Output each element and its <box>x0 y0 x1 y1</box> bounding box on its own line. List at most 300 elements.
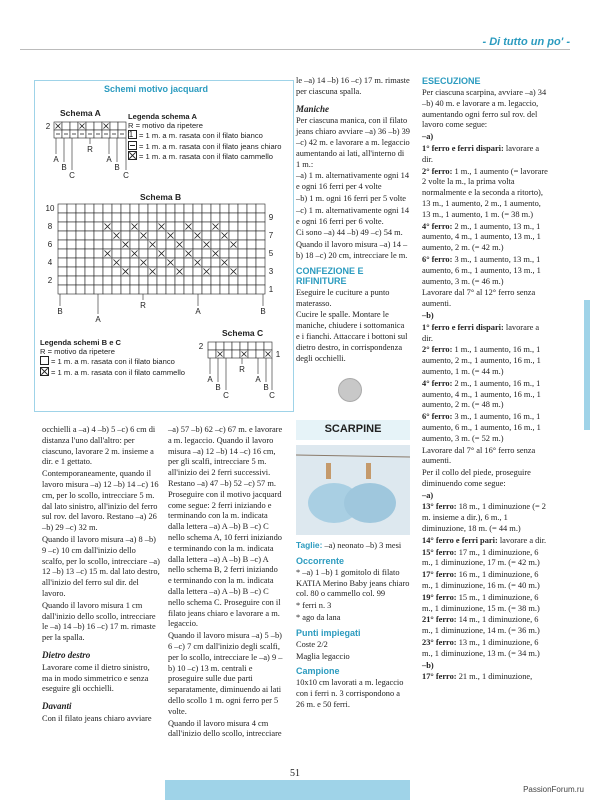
chart-cell <box>229 222 238 231</box>
chart-cell <box>112 285 121 294</box>
section-title-confezione: CONFEZIONE E RIFINITURE <box>296 265 364 286</box>
chart-cell <box>238 213 247 222</box>
paragraph: Per ciascuna manica, con il filato jeans chiaro avviare –a) 36 –b) 39 –c) 42 m. e lavorare a m. legaccio aumentando ai lati, all'interno di 1 m.: <box>296 116 410 169</box>
column-label: B <box>114 163 120 172</box>
chart-cell <box>238 276 247 285</box>
row-instruction: 23° ferro: 13 m., 1 diminuzione, 6 m., 1 diminuzione, 13 m. (= 34 m.) <box>422 638 540 658</box>
legend-bc-title: Legenda schemi B e C <box>40 338 122 347</box>
chart-cell <box>103 258 112 267</box>
chart-cell <box>85 213 94 222</box>
chart-cell <box>166 240 175 249</box>
chart-cell <box>238 258 247 267</box>
chart-cell <box>211 267 220 276</box>
chart-cell <box>67 285 76 294</box>
chart-cell <box>193 249 202 258</box>
chart-cell <box>256 204 265 213</box>
row-label: 2 <box>198 342 204 351</box>
chart-cell <box>166 222 175 231</box>
chart-cell <box>238 249 247 258</box>
chart-cell <box>112 204 121 213</box>
chart-cell <box>139 222 148 231</box>
chart-cell <box>229 213 238 222</box>
chart-cell <box>220 267 229 276</box>
chart-cell <box>202 249 211 258</box>
chart-cell <box>76 204 85 213</box>
paragraph: occhielli a –a) 4 –b) 5 –c) 6 cm di distanza l'uno dall'altro: per ciascuno, lavorare 2 m. insieme a dir. e 1 gettato. <box>42 425 156 467</box>
column-label: A <box>53 155 59 164</box>
chart-cell <box>232 350 240 358</box>
scarpine-title: SCARPINE <box>324 423 382 435</box>
chart-cell <box>166 249 175 258</box>
side-marker <box>584 300 590 430</box>
chart-cell <box>94 285 103 294</box>
paragraph: Quando il lavoro misura –a) 8 –b) 9 –c) 10 cm dall'inizio dello scalfo, per lo scollo, intrecciare –a) 12 –b) 13 –c) 15 m. dal lato destro, all'inizio del ferro sul dir. del lavoro. <box>42 534 160 598</box>
paragraph: Quando il lavoro misura 4 cm dall'inizio dello scollo, intrecciare <box>168 718 282 739</box>
column-label: C <box>269 391 275 400</box>
schema-c-chart <box>196 338 286 402</box>
chart-cell <box>76 222 85 231</box>
booties-image-icon <box>296 445 410 535</box>
list-item: * ferri n. 3 <box>296 601 332 611</box>
row-instruction: 17° ferro: 16 m., 1 diminuzione, 6 m., 1 diminuzione, 16 m. (= 40 m.) <box>422 570 540 591</box>
chart-cell <box>67 231 76 240</box>
chart-cell <box>229 231 238 240</box>
chart-cell <box>175 222 184 231</box>
paragraph: Per il collo del piede, proseguire diminuendo come segue: <box>422 468 531 488</box>
paragraph: Contemporaneamente, quando il lavoro misura –a) 12 –b) 14 –c) 16 cm, per lo scollo, intrecciare 5 m. dal lato sinistro, all'inizio del ferro sul rov. del lavoro. Restano –a) 26 –b) 29 –c) 32 m. <box>42 469 159 533</box>
chart-cell <box>121 222 130 231</box>
yarn-ball-icon <box>338 378 362 402</box>
chart-cell <box>224 342 232 350</box>
chart-cell <box>247 249 256 258</box>
chart-cell <box>76 213 85 222</box>
variant-label: –a) <box>422 132 434 142</box>
chart-cell <box>238 222 247 231</box>
paragraph: 10x10 cm lavorati a m. legaccio con i ferri n. 3 corrispondono a 26 m. e 50 ferri. <box>296 678 404 709</box>
row-instruction: 2° ferro: 1 m., 1 aumento, 16 m., 1 aumento, 2 m., 1 aumento, 16 m., 1 aumento, 1 m. (= 44 m.) <box>422 345 541 376</box>
chart-cell <box>157 267 166 276</box>
column-label: A <box>255 375 261 384</box>
variant-label: –a) <box>422 490 434 500</box>
column-label: B <box>263 383 269 392</box>
chart-cell <box>247 213 256 222</box>
chart-cell <box>247 285 256 294</box>
chart-cell <box>112 267 121 276</box>
empty-square-icon <box>40 356 49 365</box>
row-instruction: 1° ferro e ferri dispari: lavorare a dir. <box>422 322 540 343</box>
chart-cell <box>229 249 238 258</box>
chart-cell <box>220 222 229 231</box>
chart-cell <box>202 222 211 231</box>
column-3 <box>296 76 410 365</box>
paragraph: Lavorare dal 7° al 16° ferro senza aumenti. <box>422 445 536 466</box>
chart-cell <box>202 213 211 222</box>
paragraph: Eseguire le cuciture a punto materasso. <box>296 287 390 308</box>
booties-photo <box>296 445 410 535</box>
chart-cell <box>94 231 103 240</box>
chart-cell <box>139 285 148 294</box>
legend-bc <box>40 338 190 377</box>
chart-cell <box>175 285 184 294</box>
chart-cell <box>112 276 121 285</box>
chart-cell <box>94 249 103 258</box>
watermark: PassionForum.ru <box>523 785 584 794</box>
chart-cell <box>85 240 94 249</box>
chart-cell <box>112 222 121 231</box>
chart-cell <box>58 285 67 294</box>
chart-cell <box>238 267 247 276</box>
chart-cell <box>103 213 112 222</box>
column-label: C <box>223 391 229 400</box>
chart-cell <box>166 204 175 213</box>
chart-cell <box>103 276 112 285</box>
chart-cell <box>76 249 85 258</box>
column-label: B <box>61 163 67 172</box>
chart-cell <box>220 213 229 222</box>
chart-cell <box>211 231 220 240</box>
chart-cell <box>86 122 94 130</box>
chart-cell <box>216 342 224 350</box>
chart-cell <box>112 249 121 258</box>
schema-a-title: Schema A <box>60 108 101 118</box>
chart-cell <box>256 240 265 249</box>
chart-cell <box>247 276 256 285</box>
schema-b-title: Schema B <box>140 192 182 202</box>
chart-cell <box>264 342 272 350</box>
chart-cell <box>58 231 67 240</box>
dash-square-icon <box>128 141 137 150</box>
row-label: 10 <box>45 204 55 213</box>
row-label: 2 <box>47 276 53 285</box>
chart-cell <box>184 231 193 240</box>
taglie-line: Taglie: –a) neonato –b) 3 mesi <box>296 540 402 550</box>
chart-cell <box>94 213 103 222</box>
chart-cell <box>139 213 148 222</box>
empty-square-icon <box>128 130 137 139</box>
chart-cell <box>121 258 130 267</box>
charts-box-title: Schemi motivo jacquard <box>104 84 209 94</box>
chart-cell <box>85 276 94 285</box>
chart-cell <box>139 240 148 249</box>
bottom-knit-strip <box>165 780 410 800</box>
chart-cell <box>220 240 229 249</box>
chart-cell <box>94 222 103 231</box>
chart-cell <box>211 276 220 285</box>
line: –c) 1 m. alternativamente ogni 14 e ogni 16 ferri per 6 volte. <box>296 205 410 226</box>
chart-cell <box>130 267 139 276</box>
list-item: Maglia legaccio <box>296 651 350 661</box>
chart-cell <box>248 350 256 358</box>
chart-cell <box>247 231 256 240</box>
chart-cell <box>130 285 139 294</box>
section-title-campione: Campione <box>296 666 340 677</box>
chart-cell <box>157 258 166 267</box>
row-label: 6 <box>47 240 53 249</box>
paragraph: Lavorare come il dietro sinistro, ma in modo simmetrico e senza eseguire gli occhielli. <box>42 662 150 694</box>
column-label: R <box>87 145 93 154</box>
chart-cell <box>67 258 76 267</box>
chart-cell <box>139 249 148 258</box>
chart-cell <box>193 267 202 276</box>
column-label: A <box>207 375 213 384</box>
legend-a-item-repeat: R = motivo da ripetere <box>128 121 203 131</box>
chart-cell <box>238 240 247 249</box>
chart-cell <box>121 276 130 285</box>
chart-cell <box>58 222 67 231</box>
chart-cell <box>193 222 202 231</box>
chart-cell <box>130 258 139 267</box>
cross-square-icon <box>40 367 49 376</box>
chart-cell <box>220 276 229 285</box>
chart-cell <box>202 258 211 267</box>
column-label: A <box>195 307 201 316</box>
chart-cell <box>157 213 166 222</box>
chart-cell <box>220 285 229 294</box>
column-label: C <box>123 171 129 180</box>
section-title-dietro-destro: Dietro destro <box>42 649 91 660</box>
chart-cell <box>247 204 256 213</box>
chart-cell <box>130 240 139 249</box>
row-label: 4 <box>47 258 53 267</box>
chart-cell <box>238 285 247 294</box>
chart-cell <box>148 285 157 294</box>
chart-cell <box>166 213 175 222</box>
row-instruction: 1° ferro e ferri dispari: lavorare a dir. <box>422 143 540 164</box>
column-2 <box>168 425 283 741</box>
legend-a-item-camel: = 1 m. a m. rasata con il filato cammello <box>128 151 288 161</box>
chart-cell <box>157 276 166 285</box>
legend-bc-item-repeat: R = motivo da ripetere <box>40 347 115 357</box>
chart-cell <box>238 231 247 240</box>
chart-cell <box>103 267 112 276</box>
chart-cell <box>256 267 265 276</box>
chart-cell <box>247 240 256 249</box>
chart-cell <box>76 276 85 285</box>
paragraph: Con il filato jeans chiaro avviare <box>42 713 152 723</box>
paragraph: Cucire le spalle. Montare le maniche, chiudere i sottomanica e i fianchi. Attaccare i bottoni sul dietro destro, in corrispondenza degli occhielli. <box>296 310 408 363</box>
column-label: R <box>140 301 146 310</box>
chart-cell <box>76 231 85 240</box>
page-number: 51 <box>290 768 300 779</box>
section-title-occorrente: Occorrente <box>296 555 345 566</box>
chart-cell <box>112 240 121 249</box>
chart-cell <box>85 204 94 213</box>
list-item: * –a) 1 –b) 1 gomitolo di filato KATIA Merino Baby jeans chiaro col. 80 o cammello col. 99 <box>296 567 410 599</box>
row-instruction: 13° ferro: 18 m., 1 diminuzione (= 2 m. insieme a dir.), 6 m., 1 diminuzione, 18 m. (= 44 m.) <box>422 502 546 534</box>
chart-cell <box>193 204 202 213</box>
paragraph: Quando il lavoro misura 1 cm dall'inizio dello scollo, intrecciare le –a) 14 –b) 16 –c) 17 m. rimaste per la spalla. <box>42 600 156 643</box>
chart-cell <box>229 204 238 213</box>
chart-cell <box>85 231 94 240</box>
chart-cell <box>58 240 67 249</box>
chart-cell <box>85 285 94 294</box>
column-label: R <box>239 365 245 374</box>
chart-cell <box>184 258 193 267</box>
list-item: Coste 2/2 <box>296 639 328 649</box>
list-item: * ago da lana <box>296 612 341 622</box>
chart-cell <box>58 276 67 285</box>
chart-cell <box>184 285 193 294</box>
chart-cell <box>157 231 166 240</box>
chart-cell <box>175 249 184 258</box>
chart-cell <box>70 122 78 130</box>
row-label: 2 <box>45 122 51 131</box>
variant-label: –b) <box>422 310 434 320</box>
schema-c-title: Schema C <box>222 328 264 338</box>
chart-cell <box>157 204 166 213</box>
chart-cell <box>256 342 264 350</box>
chart-cell <box>232 342 240 350</box>
chart-cell <box>121 204 130 213</box>
chart-cell <box>220 249 229 258</box>
chart-cell <box>85 249 94 258</box>
chart-cell <box>67 204 76 213</box>
column-4 <box>422 76 550 684</box>
page-header: - Di tutto un po' - <box>482 36 570 48</box>
chart-cell <box>193 213 202 222</box>
chart-cell <box>121 285 130 294</box>
line: Ci sono –a) 44 –b) 49 –c) 54 m. <box>296 228 403 238</box>
paragraph: Per ciascuna scarpina, avviare –a) 34 –b) 40 m. e lavorare a m. legaccio, aumentando ogni ferro sul rov. del lavoro come segue: <box>422 88 547 130</box>
section-title-davanti: Davanti <box>42 701 72 712</box>
line: Quando il lavoro misura –a) 14 –b) 18 –c) 20 cm, intrecciare le m. <box>296 240 408 260</box>
row-label: 3 <box>268 267 274 276</box>
chart-cell <box>166 276 175 285</box>
row-label: 1 <box>275 350 281 359</box>
chart-cell <box>193 240 202 249</box>
column-label: C <box>69 171 75 180</box>
chart-cell <box>58 204 67 213</box>
chart-cell <box>211 213 220 222</box>
chart-cell <box>148 213 157 222</box>
chart-cell <box>208 342 216 350</box>
schema-a-chart <box>44 118 134 186</box>
chart-cell <box>110 122 118 130</box>
row-label: 1 <box>128 130 134 139</box>
chart-cell <box>211 204 220 213</box>
paragraph: –a) 57 –b) 62 –c) 67 m. e lavorare a m. legaccio. Quando il lavoro misura –a) 12 –b) 14 –c) 16 cm, per gli scalfi, intrecciare 5 m. all'inizio dei 2 ferri successivi. Restano –a) 47 –b) 52 –c) 57 m. Proseguire con il motivo jacquard come segue: 2 ferri iniziando e terminando con la m. indicata dalla lettera –a) A –b) B –c) C nello schema A, 10 ferri iniziando e terminando con la m. indicata dalla lettera –a) A –b) B –c) A nello schema B, 2 ferri iniziando e terminando con la m. indicata dalla lettera –a) A –b) B –c) C nello schema C. Proseguire con il filato jeans chiaro e lavorare a m. legaccio. <box>168 425 283 629</box>
row-instruction: 4° ferro: 2 m., 1 aumento, 16 m., 1 aumento, 4 m., 1 aumento, 16 m., 1 aumento, 2 m. (= 48 m.) <box>422 378 541 410</box>
column-label: A <box>106 155 112 164</box>
chart-cell <box>211 240 220 249</box>
chart-cell <box>175 213 184 222</box>
chart-cell <box>130 204 139 213</box>
chart-cell <box>224 350 232 358</box>
row-label: 8 <box>47 222 53 231</box>
chart-cell <box>256 276 265 285</box>
chart-cell <box>256 285 265 294</box>
chart-cell <box>247 222 256 231</box>
legend-a <box>128 112 288 161</box>
section-title-maniche: Maniche <box>296 103 330 114</box>
chart-cell <box>58 267 67 276</box>
row-instruction: 6° ferro: 3 m., 1 aumento, 16 m., 1 aumento, 6 m., 1 aumento, 16 m., 1 aumento, 3 m. (= 52 m.) <box>422 412 541 443</box>
chart-cell <box>148 276 157 285</box>
chart-cell <box>211 258 220 267</box>
chart-cell <box>121 231 130 240</box>
chart-cell <box>148 231 157 240</box>
column-1 <box>42 425 160 726</box>
chart-cell <box>76 240 85 249</box>
chart-cell <box>229 276 238 285</box>
chart-cell <box>256 258 265 267</box>
chart-cell <box>202 231 211 240</box>
chart-cell <box>103 231 112 240</box>
chart-cell <box>211 285 220 294</box>
chart-cell <box>85 222 94 231</box>
row-instruction: 6° ferro: 3 m., 1 aumento, 13 m., 1 aumento, 6 m., 1 aumento, 13 m., 1 aumento, 3 m. (= 46 m.) <box>422 254 541 286</box>
schema-b-chart <box>44 200 274 324</box>
row-instruction: 14° ferro e ferri pari: lavorare a dir. <box>422 535 547 545</box>
row-instruction: 19° ferro: 15 m., 1 diminuzione, 6 m., 1 diminuzione, 15 m. (= 38 m.) <box>422 592 540 613</box>
chart-cell <box>256 231 265 240</box>
chart-cell <box>166 285 175 294</box>
chart-cell <box>85 267 94 276</box>
chart-cell <box>94 204 103 213</box>
chart-cell <box>67 249 76 258</box>
chart-cell <box>148 258 157 267</box>
row-label: 1 <box>268 285 274 294</box>
chart-cell <box>62 122 70 130</box>
chart-cell <box>247 267 256 276</box>
chart-cell <box>94 267 103 276</box>
variant-label: –b) <box>422 660 434 670</box>
chart-cell <box>130 231 139 240</box>
row-instruction: 15° ferro: 17 m., 1 diminuzione, 6 m., 1 diminuzione, 17 m. (= 42 m.) <box>422 547 540 568</box>
chart-cell <box>94 276 103 285</box>
line: –b) 1 m. ogni 16 ferri per 5 volte <box>296 193 407 203</box>
chart-cell <box>248 342 256 350</box>
section-title-esecuzione: ESECUZIONE <box>422 76 481 86</box>
chart-cell <box>256 222 265 231</box>
chart-cell <box>76 258 85 267</box>
chart-cell <box>157 285 166 294</box>
chart-cell <box>240 342 248 350</box>
chart-cell <box>148 249 157 258</box>
chart-cell <box>175 204 184 213</box>
chart-cell <box>121 249 130 258</box>
chart-cell <box>94 258 103 267</box>
chart-cell <box>184 267 193 276</box>
chart-cell <box>202 276 211 285</box>
header-rule <box>20 49 570 50</box>
chart-cell <box>184 240 193 249</box>
chart-cell <box>130 213 139 222</box>
chart-cell <box>67 276 76 285</box>
chart-cell <box>76 285 85 294</box>
chart-cell <box>76 267 85 276</box>
chart-cell <box>247 258 256 267</box>
paragraph: Lavorare dal 7° al 12° ferro senza aumenti. <box>422 288 536 309</box>
chart-cell <box>256 249 265 258</box>
chart-cell <box>139 267 148 276</box>
chart-cell <box>184 213 193 222</box>
chart-cell <box>229 285 238 294</box>
chart-cell <box>175 276 184 285</box>
chart-cell <box>202 204 211 213</box>
chart-cell <box>229 258 238 267</box>
chart-cell <box>166 267 175 276</box>
legend-bc-item-white: = 1 m. a m. rasata con il filato bianco <box>40 356 190 366</box>
chart-cell <box>175 258 184 267</box>
chart-cell <box>148 204 157 213</box>
scarpine-info <box>296 540 410 712</box>
row-label: 5 <box>268 249 274 258</box>
chart-cell <box>139 276 148 285</box>
legend-a-item-jeans: = 1 m. a m. rasata con il filato jeans chiaro <box>128 141 288 151</box>
chart-cell <box>94 122 102 130</box>
row-instruction: 21° ferro: 14 m., 1 diminuzione, 6 m., 1 diminuzione, 14 m. (= 36 m.) <box>422 615 540 636</box>
